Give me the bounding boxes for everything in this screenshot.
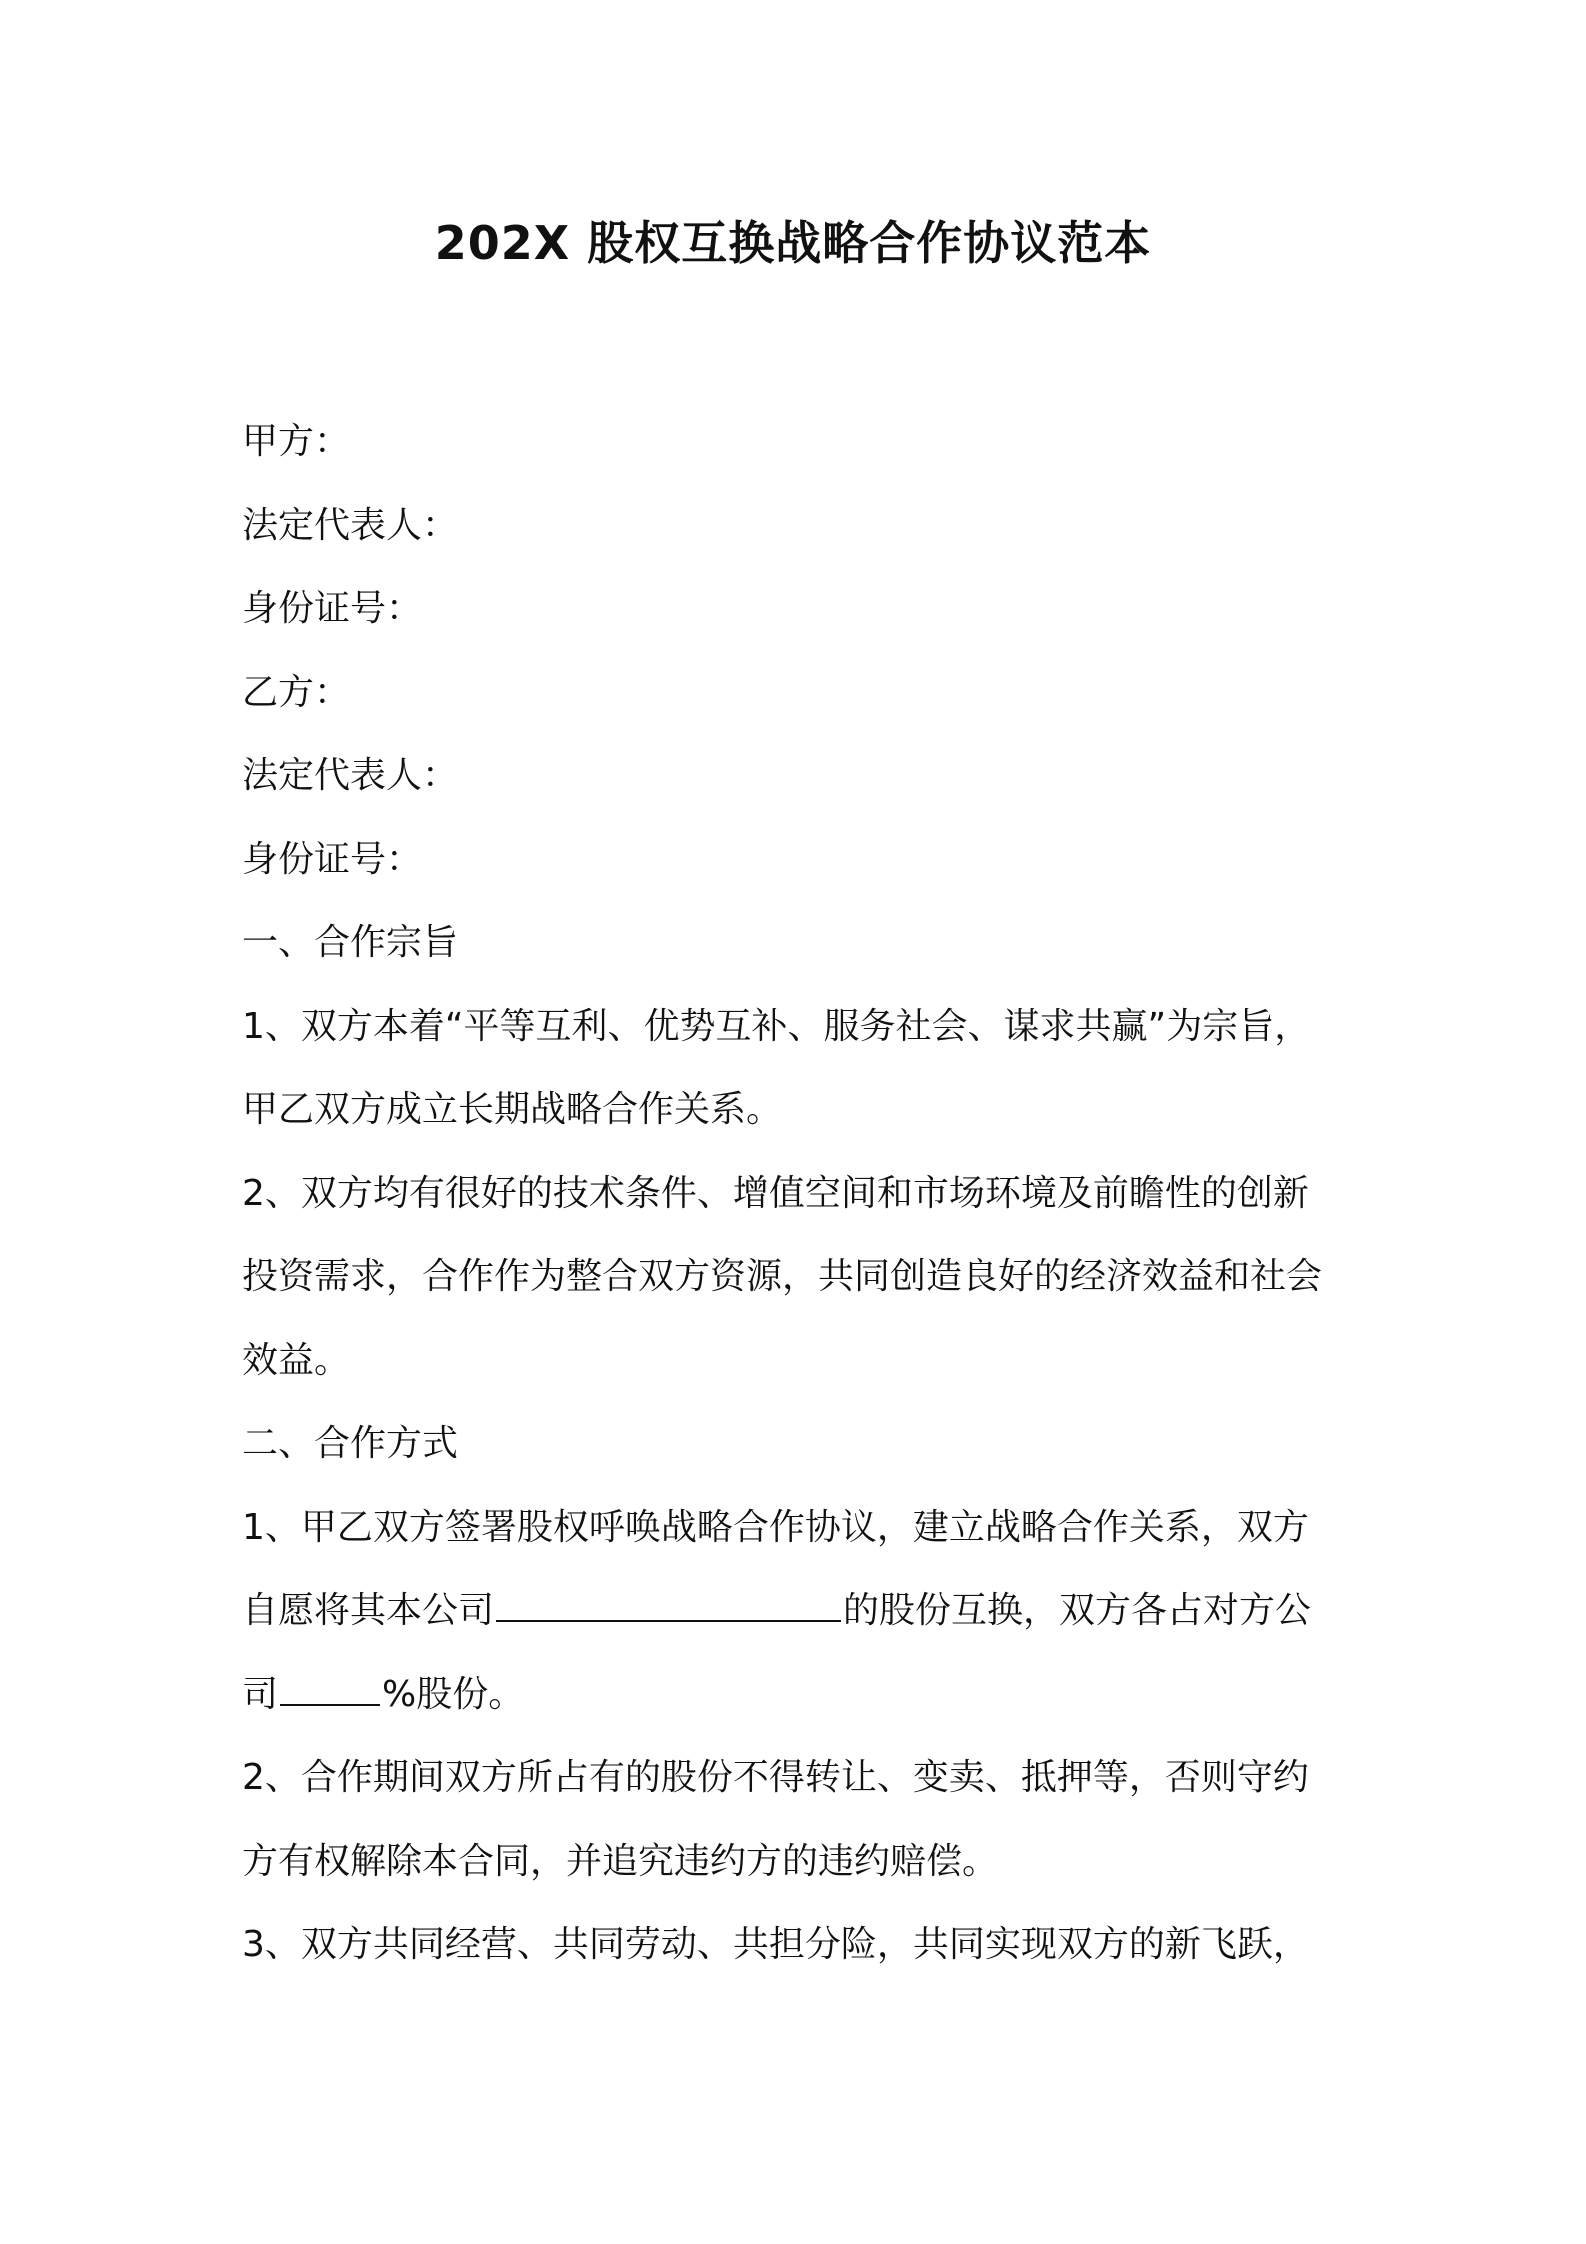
company-name-blank[interactable] (496, 1586, 841, 1622)
clause-text: 1、甲乙双方签署股权呼唤战略合作协议，建立战略合作关系，双方 (242, 1506, 1309, 1548)
clause-text: 3、双方共同经营、共同劳动、共担分险，共同实现双方的新飞跃， (242, 1924, 1309, 1965)
clause-text: 1、双方本着“平等互利、优势互补、服务社会、谋求共赢”为宗旨， (242, 1005, 1311, 1047)
section-heading-method: 二、合作方式 (242, 1423, 459, 1464)
clause-text: 自愿将其本公司 (242, 1590, 495, 1631)
clause-text: 司 (242, 1673, 279, 1715)
clause-text: 2、双方均有很好的技术条件、增值空间和市场环境及前瞻性的创新 (242, 1172, 1309, 1214)
clause-text: 投资需求，合作作为整合双方资源，共同创造良好的经济效益和社会 (242, 1256, 1323, 1297)
party-b-label: 乙方： (242, 671, 351, 713)
clause-text: 的股份互换，双方各占对方公 (843, 1590, 1312, 1631)
party-a-label: 甲方： (242, 421, 351, 462)
clause-text: %股份。 (382, 1673, 525, 1715)
clause-line-with-blank (242, 1569, 1362, 1653)
party-b-representative-label: 法定代表人： (242, 755, 459, 796)
party-a-id-label: 身份证号： (242, 588, 423, 629)
clause-line-with-blank (242, 1653, 1362, 1737)
section-heading-purpose: 一、合作宗旨 (242, 922, 459, 963)
clause-text: 效益。 (242, 1339, 351, 1381)
document-body (242, 400, 1362, 1987)
clause-text: 方有权解除本合同，并追究违约方的违约赔偿。 (242, 1840, 999, 1882)
party-b-id-label: 身份证号： (242, 838, 423, 880)
clause-text: 2、合作期间双方所占有的股份不得转让、变卖、抵押等，否则守约 (242, 1757, 1309, 1798)
party-a-representative-label: 法定代表人： (242, 504, 459, 546)
clause-text: 甲乙双方成立长期战略合作关系。 (242, 1089, 783, 1130)
document-title: 202X 股权互换战略合作协议范本 (434, 216, 1152, 270)
percentage-blank[interactable] (280, 1670, 380, 1706)
